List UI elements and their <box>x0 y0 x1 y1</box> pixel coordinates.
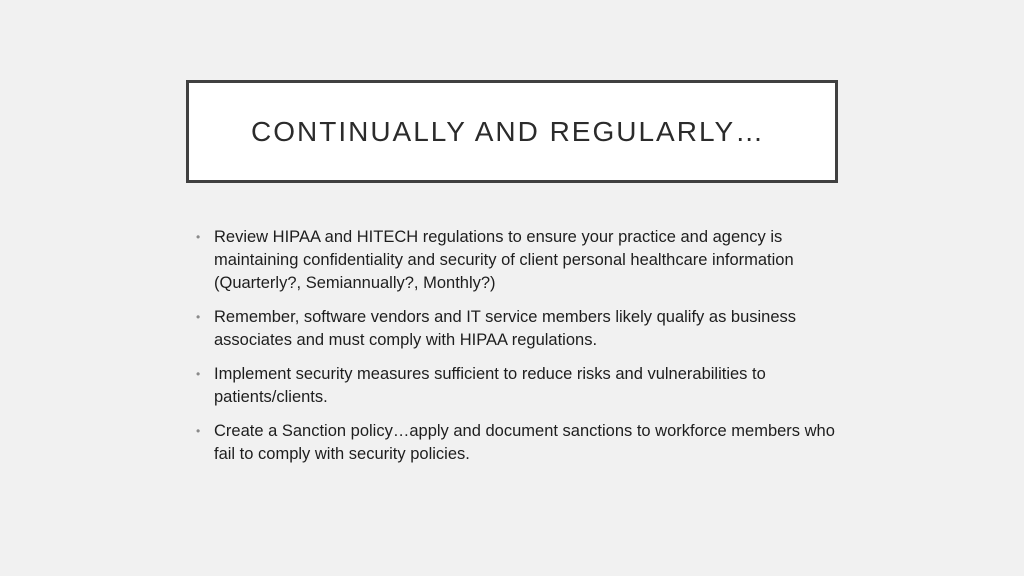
bullet-item <box>196 306 836 352</box>
bullet-dot-icon: • <box>196 424 201 438</box>
bullet-dot-icon: • <box>196 310 201 324</box>
bullet-dot-icon: • <box>196 230 201 244</box>
bullet-text: Implement security measures sufficient to reduce risks and vulnerabilities to patients/clients. <box>214 365 766 406</box>
bullet-list <box>196 226 836 477</box>
bullet-item <box>196 226 836 295</box>
title-box <box>186 80 838 183</box>
bullet-text: Create a Sanction policy…apply and document sanctions to workforce members who fail to comply with security policies. <box>214 422 835 463</box>
bullet-item <box>196 420 836 466</box>
bullet-text: Remember, software vendors and IT service members likely qualify as business associates and must comply with HIPAA regulations. <box>214 308 797 349</box>
slide-title: CONTINUALLY AND REGULARLY… <box>251 116 766 147</box>
bullet-dot-icon: • <box>196 367 201 381</box>
bullet-text: Review HIPAA and HITECH regulations to ensure your practice and agency is maintaining confidentiality and security of client personal healthcare information (Quarterly?, Semiannually?, Monthly?) <box>214 228 794 292</box>
bullet-item <box>196 363 836 409</box>
